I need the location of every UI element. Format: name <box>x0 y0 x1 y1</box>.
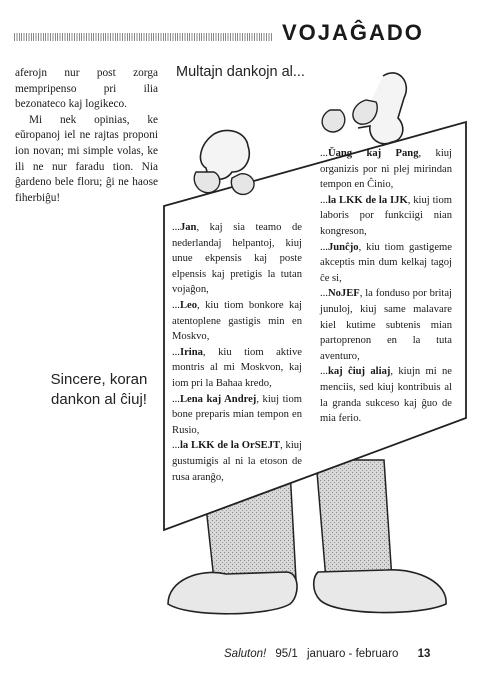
article-paragraph: aferojn nur post zorga mempripenso pri ilia bezonateco kaj logikeco. <box>15 67 158 111</box>
entry-name: Jan <box>179 222 197 233</box>
sign-text-right <box>320 146 452 427</box>
thanks-entry: ...Ŭang kaj Pang, kiuj organizis por ni plej mirindan tempon en Ĉinio, <box>320 148 452 191</box>
entry-name: NoJEF <box>327 288 360 300</box>
thanks-entry: ...Leo, kiu tiom bonkore kaj atentoplene gastigis min en Moskvo, <box>172 299 302 343</box>
entry-name: Lena kaj Andrej <box>179 393 257 405</box>
entry-text: , kiu tiom bonkore kaj atentoplene gastigis min en Moskvo, <box>172 299 302 343</box>
page-footer <box>224 648 436 660</box>
sidebar-heading: Multajn dankojn al... <box>176 64 305 80</box>
issue-months: januaro - februaro <box>307 648 399 660</box>
entry-text: , kiuj tiom laboris por funkciigi nian kongreson, <box>320 194 452 237</box>
thanks-entry: ...Junĉjo, kiu tiom gastigeme akceptis min dum kelkaj tagoj ĉe si, <box>320 241 452 284</box>
entry-text: , kiuj gustumigis al ni la etoson de rusa aranĝo, <box>172 440 302 483</box>
thanks-entry: ...Irina, kiu tiom aktive montris al mi Moskvon, kaj iom pri la Bahaa kredo, <box>172 346 302 389</box>
sign-text-left <box>172 220 302 485</box>
entry-text: , kiu tiom gastigeme akceptis min dum kelkaj tagoj ĉe si, <box>320 241 452 284</box>
thanks-entry: ...la LKK de la OrSEJT, kiuj gustumigis al ni la etoson de rusa aranĝo, <box>172 440 302 483</box>
thanks-entry: ...Lena kaj Andrej, kiuj tiom bone preparis mian tempon en Rusio, <box>172 393 302 436</box>
shoes-icon <box>168 570 446 614</box>
entry-text: , la fonduso por britaj junuloj, kiuj same malavare kiel kutime subtenis mian partoprenon en la tuta aventuro, <box>320 288 452 362</box>
entry-name: kaj ĉiuj aliaj <box>327 366 391 378</box>
entry-text: , kaj sia teamo de nederlandaj helpantoj, kiuj unue ekpensis kaj poste elpensis kaj pretigis la tutan vojaĝon, <box>172 222 302 296</box>
issue-number: 95/1 <box>275 648 298 660</box>
entry-name: la LKK de la OrSEJT <box>179 440 281 452</box>
thanks-entry: ...NoJEF, la fonduso por britaj junuloj, kiuj same malavare kiel kutime subtenis mian partoprenon en la tuta aventuro, <box>320 288 452 362</box>
entry-name: Leo <box>179 299 198 311</box>
thanks-entry: ...Jan, kaj sia teamo de nederlandaj helpantoj, kiuj unue ekpensis kaj poste elpensis kaj pretigis la tutan vojaĝon, <box>172 222 302 296</box>
entry-name: Junĉjo <box>327 241 359 253</box>
entry-name: la LKK de la IJK <box>327 194 408 206</box>
entry-text: , kiuj tiom bone preparis mian tempon en Rusio, <box>172 393 302 436</box>
closing-thanks: Sincere, koran dankon al ĉiuj! <box>50 371 148 408</box>
entry-name: Irina <box>179 346 203 358</box>
entry-text: , kiu tiom aktive montris al mi Moskvon, kaj iom pri la Bahaa kredo, <box>172 346 302 389</box>
article-paragraph: Mi nek opinias, ke eŭropanoj iel ne rajtas proponi ion novan; mi simple volas, ke ili ne nur faradu tion. Nia ĝardeno bele floru; ĝi ne haose fiherbiĝu! <box>15 113 158 204</box>
section-title: VOJAĜADO <box>282 20 424 45</box>
page-number: 13 <box>417 648 431 660</box>
entry-name: Ŭang kaj Pang <box>327 148 419 159</box>
entry-text: , kiujn mi ne menciis, sed kiuj kontribuis al la granda sukceso kaj ĝuo de mia ferio. <box>320 366 452 425</box>
thanks-entry: ...kaj ĉiuj aliaj, kiujn mi ne menciis, sed kiuj kontribuis al la granda sukceso kaj ĝuo de mia ferio. <box>320 366 452 425</box>
magazine-name: Saluton! <box>224 648 267 660</box>
entry-text: , kiuj organizis por ni plej mirindan tempon en Ĉinio, <box>320 148 452 191</box>
thanks-entry: ...la LKK de la IJK, kiuj tiom laboris por funkciigi nian kongreson, <box>320 194 452 237</box>
